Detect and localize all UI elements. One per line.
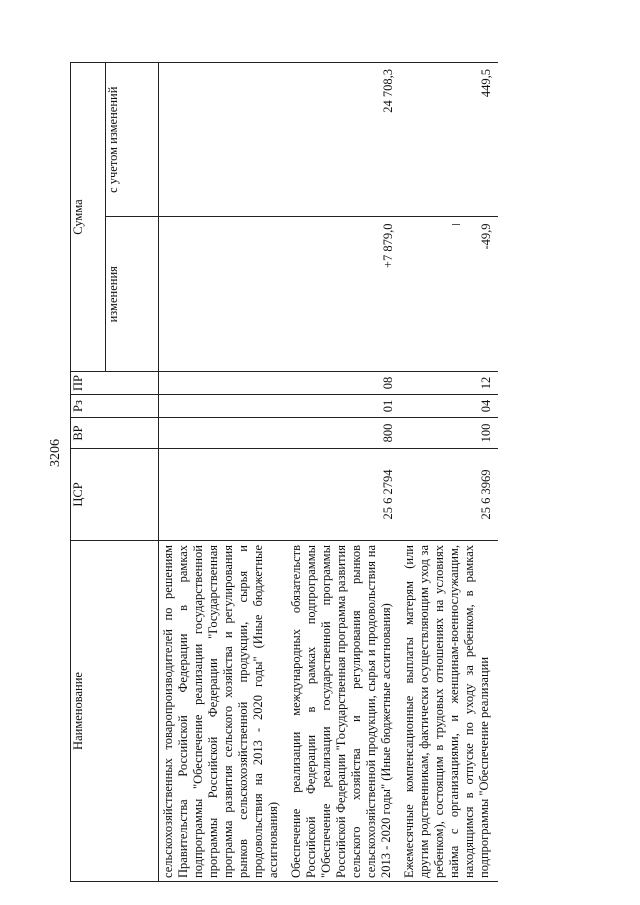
row-rz [159, 395, 288, 418]
row-total: 449,5 [400, 63, 498, 218]
row-csr: 25 6 2794 [287, 449, 400, 541]
row-total [159, 63, 288, 218]
header-csr: ЦСР [71, 449, 159, 541]
row-csr: 25 6 3969 [400, 449, 498, 541]
row-vr: 800 [287, 418, 400, 449]
row-vr [159, 418, 288, 449]
header-rz: Рз [71, 395, 159, 418]
row-vr: 100 [400, 418, 498, 449]
row-change: -49,9 [400, 217, 498, 372]
row-change: +7 879,0 [287, 217, 400, 372]
header-sum-change: изменения [106, 217, 159, 372]
table-body [159, 63, 499, 882]
row-pr: 08 [287, 372, 400, 395]
table-header [71, 63, 159, 882]
header-vr: ВР [71, 418, 159, 449]
page-number: 3206 [48, 439, 63, 467]
row-name: Ежемесячные компенсационные выплаты матерям (или другим родственникам, фактически осуществляющим уход за ребенком), состоящим в трудовых отношениях на условиях найма с организациями, и женщинам-военнослужащим, находящимся в отпуске по уходу за ребенком, в рамках подпрограммы "Обеспечение реализации [400, 541, 498, 882]
header-sum: Сумма [71, 63, 106, 372]
header-name: Наименование [71, 541, 159, 882]
row-rz: 04 [400, 395, 498, 418]
budget-table [70, 62, 498, 882]
row-total: 24 708,3 [287, 63, 400, 218]
table-row [400, 63, 498, 882]
header-pr: ПР [71, 372, 159, 395]
row-rz: 01 [287, 395, 400, 418]
row-name: сельскохозяйственных товаропроизводителей по решениям Правительства Российской Федерации в рамках подпрограммы "Обеспечение реализации государственной программы Российской Федерации "Государственная программа развития сельского хозяйства и регулирования рынков сельскохозяйственной продукции, сырья и продовольствия на 2013 - 2020 годы" (Иные бюджетные ассигнования) [159, 541, 288, 882]
row-change [159, 217, 288, 372]
table-row [159, 63, 288, 882]
row-pr: 12 [400, 372, 498, 395]
budget-table-frame [70, 62, 597, 882]
table-row [287, 63, 400, 882]
row-pr [159, 372, 288, 395]
rotated-page-content [70, 62, 597, 882]
header-sum-total: с учетом изменений [106, 63, 159, 218]
scan-mark [452, 224, 460, 225]
row-name: Обеспечение реализации международных обязательств Российской Федерации в рамках подпрограммы "Обеспечение реализации государственной программы Российской Федерации "Государственная программа развития сельского хозяйства и регулирования рынков сельскохозяйственной продукции, сырья и продовольствия на 2013 - 2020 годы" (Иные бюджетные ассигнования) [287, 541, 400, 882]
row-csr [159, 449, 288, 541]
